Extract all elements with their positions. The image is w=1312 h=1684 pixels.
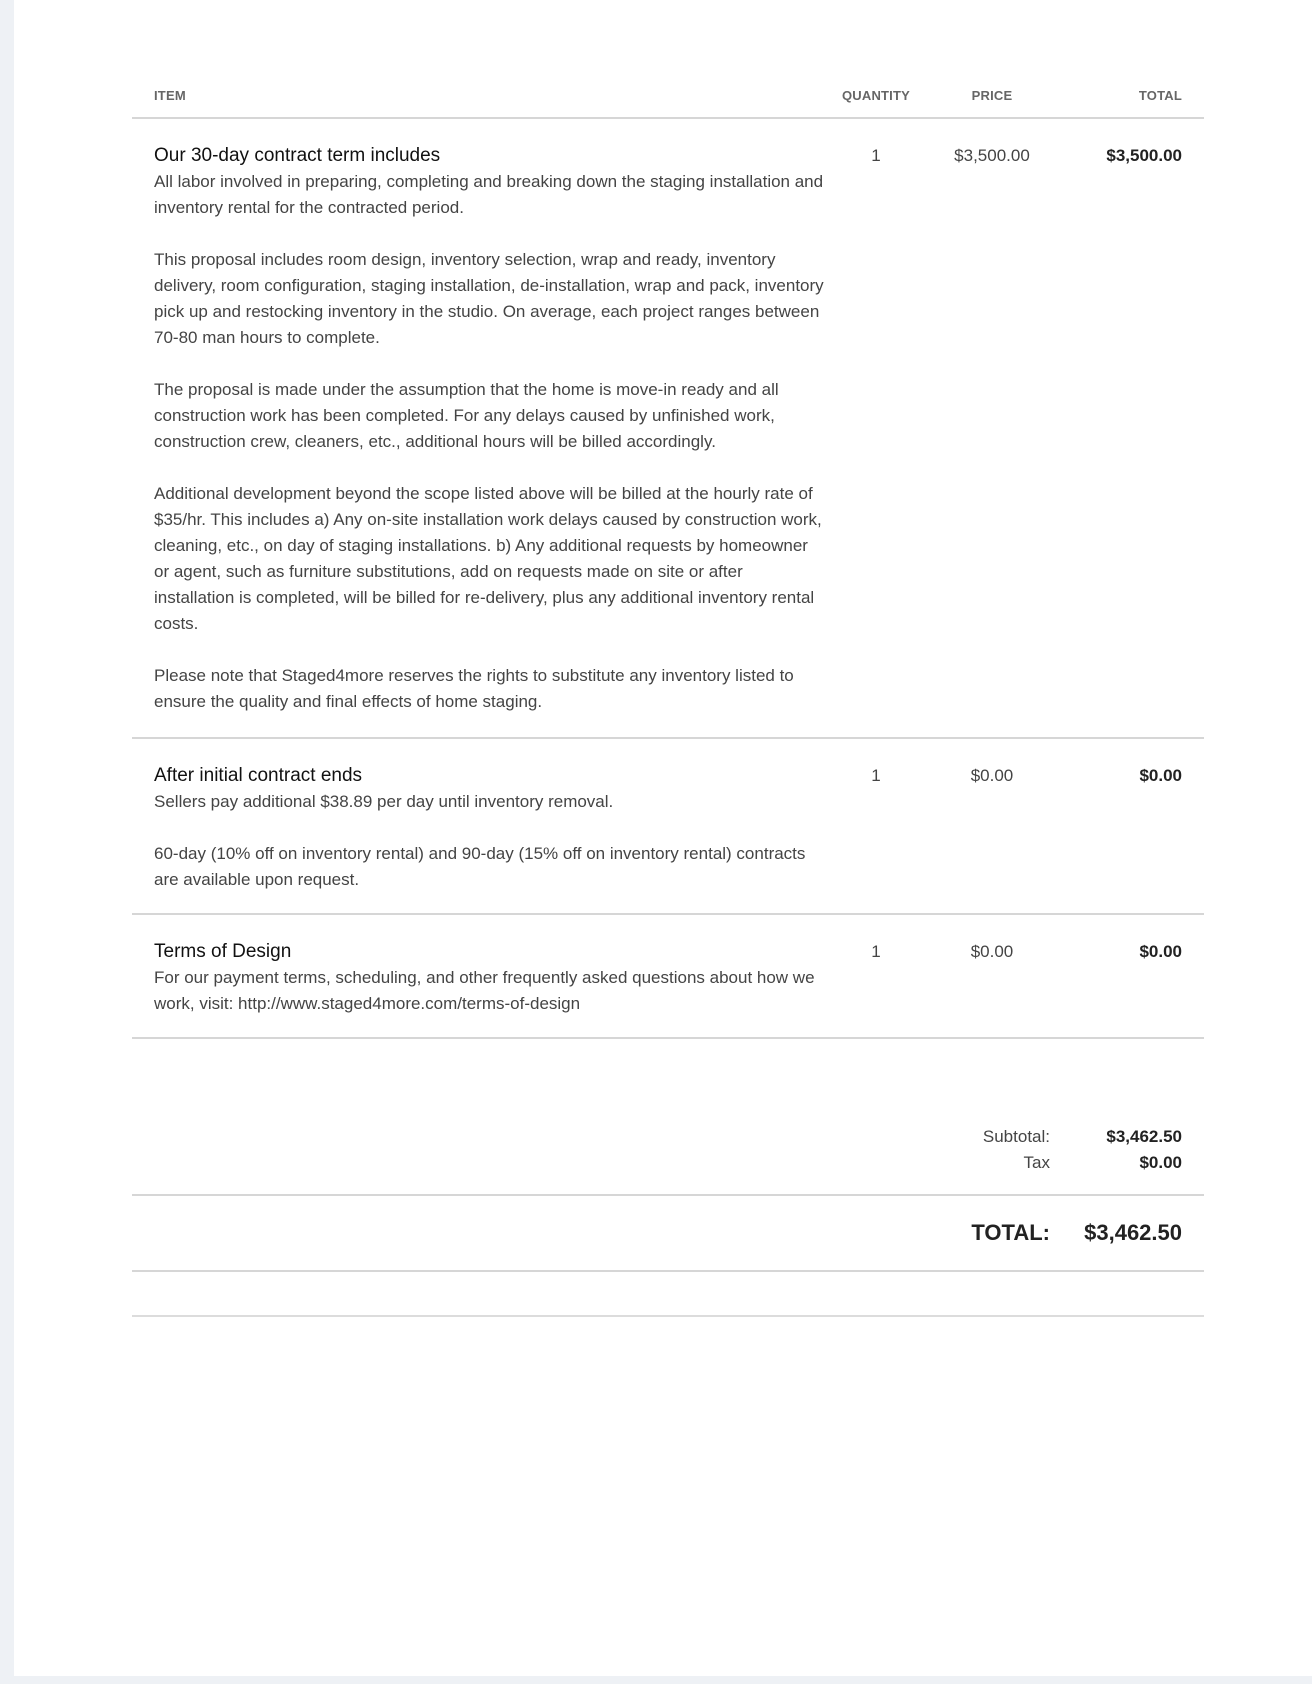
price-cell: $0.00 bbox=[970, 766, 1014, 785]
header-quantity: QUANTITY bbox=[841, 88, 911, 103]
tax-label: Tax bbox=[1023, 1153, 1050, 1172]
item-title: After initial contract ends bbox=[154, 765, 363, 786]
table-row bbox=[132, 739, 1204, 915]
item-cell bbox=[132, 939, 824, 1017]
subtotal-value: $3,462.50 bbox=[1106, 1127, 1182, 1146]
document-page bbox=[14, 0, 1312, 1676]
item-paragraph: Additional development beyond the scope listed above will be billed at the hourly rate of $35/hr. This includes a) Any on-site installation work delays caused by construction work, cleaning, etc., on day of staging installations. b) Any additional requests by homeowner or agent, such as furniture substitutions, add on requests made on site or after installation is completed, will be billed for re-delivery, plus any additional inventory rental costs. bbox=[154, 484, 822, 633]
table-row bbox=[132, 915, 1204, 1039]
item-cell bbox=[132, 763, 824, 893]
grand-total-value: $3,462.50 bbox=[1084, 1220, 1182, 1245]
grand-total-section bbox=[132, 1196, 1204, 1272]
tax-value: $0.00 bbox=[1139, 1153, 1182, 1172]
subtotal-label: Subtotal: bbox=[982, 1127, 1050, 1146]
item-title: Our 30-day contract term includes bbox=[154, 145, 441, 166]
item-paragraph: Please note that Staged4more reserves the rights to substitute any inventory listed to ensure the quality and final effects of home staging. bbox=[154, 666, 794, 711]
item-cell bbox=[132, 143, 824, 715]
item-paragraph: This proposal includes room design, inventory selection, wrap and ready, inventory delivery, room configuration, staging installation, de-installation, wrap and pack, inventory pick up and restocking inventory in the studio. On average, each project ranges between 70-80 man hours to complete. bbox=[154, 250, 824, 347]
line-items-table bbox=[132, 70, 1204, 1039]
total-cell: $3,500.00 bbox=[1106, 146, 1182, 165]
price-cell: $3,500.00 bbox=[954, 146, 1030, 165]
item-paragraph: Sellers pay additional $38.89 per day until inventory removal. bbox=[154, 792, 614, 811]
table-header bbox=[132, 70, 1204, 119]
header-item: ITEM bbox=[154, 88, 186, 103]
subtotal-row bbox=[900, 1124, 1182, 1150]
table-row bbox=[132, 119, 1204, 739]
item-description bbox=[154, 789, 824, 893]
item-paragraph: All labor involved in preparing, completing and breaking down the staging installation and inventory rental for the contracted period. bbox=[154, 172, 824, 217]
total-cell: $0.00 bbox=[1139, 942, 1182, 961]
grand-total-row bbox=[900, 1218, 1182, 1248]
item-description bbox=[154, 965, 824, 1017]
header-price: PRICE bbox=[971, 88, 1013, 103]
item-paragraph: 60-day (10% off on inventory rental) and 90-day (15% off on inventory rental) contracts are available upon request. bbox=[154, 844, 806, 889]
item-paragraph: For our payment terms, scheduling, and other frequently asked questions about how we work, visit: http://www.staged4more.com/terms-of-design bbox=[154, 968, 815, 1013]
quantity-cell: 1 bbox=[871, 942, 881, 961]
subtotals-section bbox=[132, 1118, 1204, 1196]
divider bbox=[132, 1315, 1204, 1317]
grand-total-label: TOTAL: bbox=[971, 1220, 1050, 1245]
header-total: TOTAL bbox=[1138, 88, 1182, 103]
tax-row bbox=[900, 1150, 1182, 1176]
item-paragraph: The proposal is made under the assumption that the home is move-in ready and all construction work has been completed. For any delays caused by unfinished work, construction crew, cleaners, etc., additional hours will be billed accordingly. bbox=[154, 380, 779, 451]
total-cell: $0.00 bbox=[1139, 766, 1182, 785]
item-title: Terms of Design bbox=[154, 941, 292, 962]
quantity-cell: 1 bbox=[871, 766, 881, 785]
price-cell: $0.00 bbox=[970, 942, 1014, 961]
quantity-cell: 1 bbox=[871, 146, 881, 165]
item-description bbox=[154, 169, 824, 715]
